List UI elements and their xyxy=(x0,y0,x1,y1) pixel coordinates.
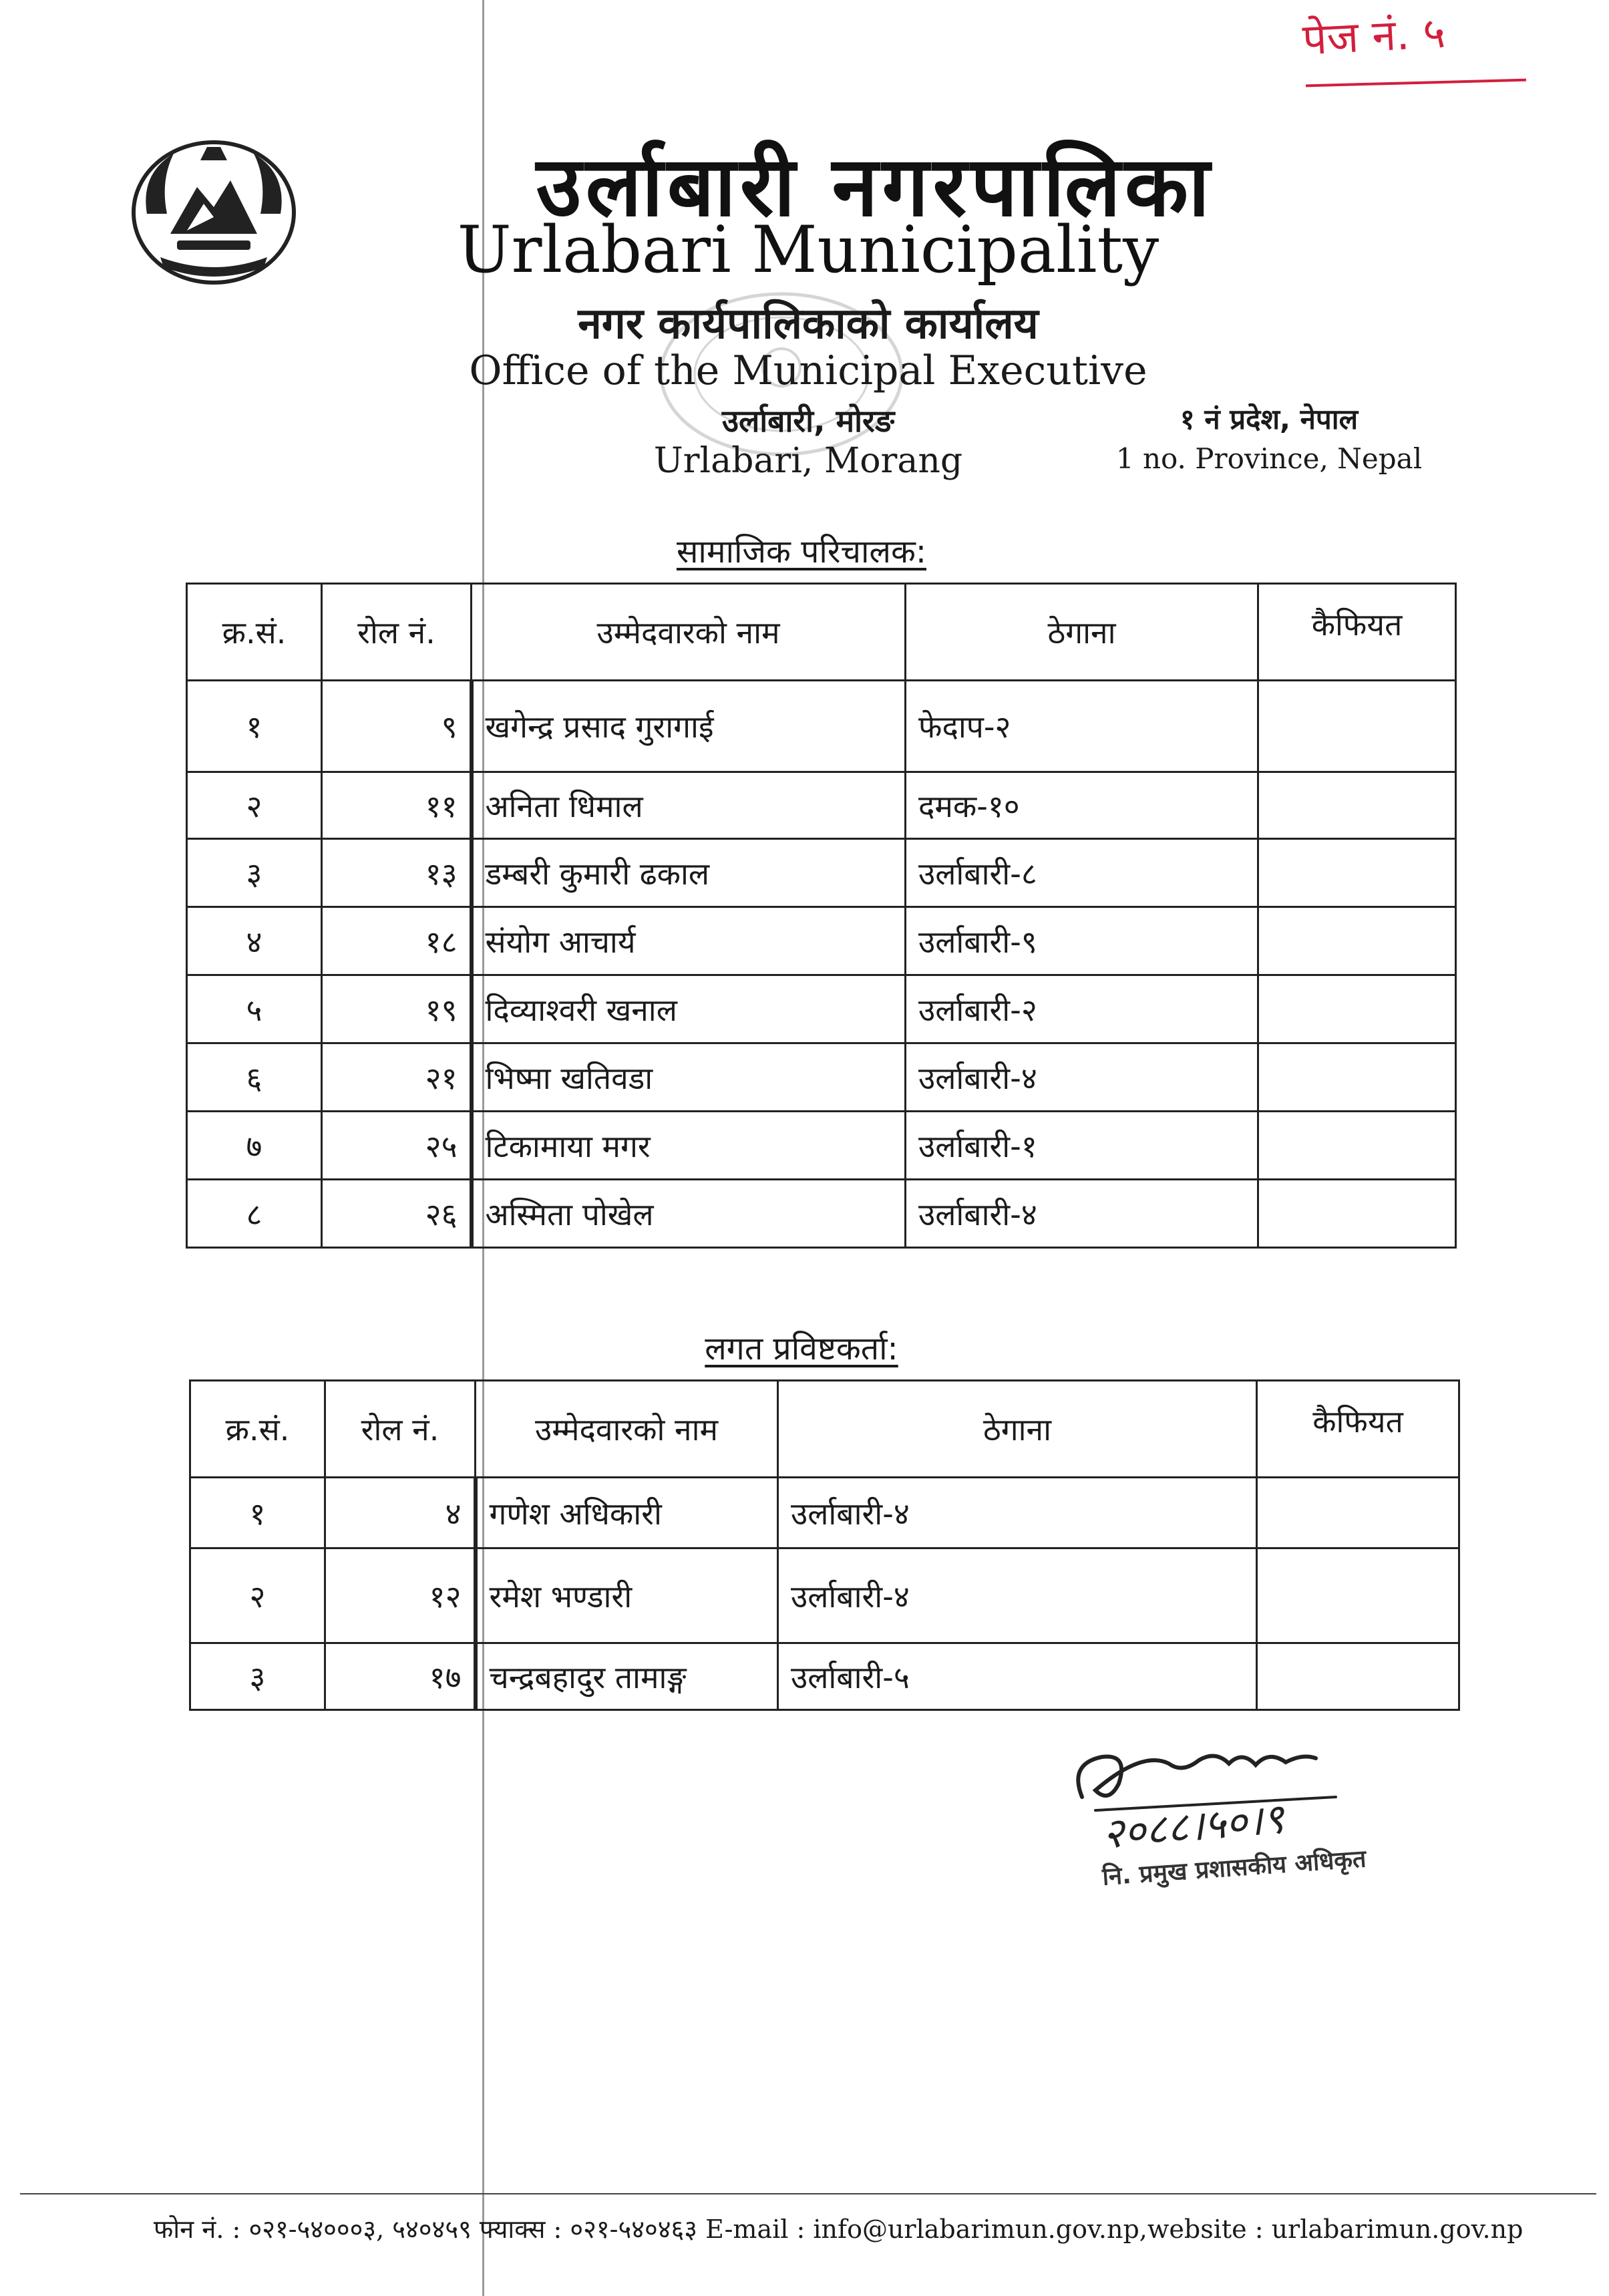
table-header-row xyxy=(187,584,1456,681)
cell-address: फेदाप-२ xyxy=(906,681,1258,772)
cell-remarks xyxy=(1257,1478,1459,1548)
cell-sn: २ xyxy=(187,772,322,839)
municipality-name-english: Urlabari Municipality xyxy=(457,212,1159,287)
page-number-underline xyxy=(1306,79,1526,88)
cell-roll: २१ xyxy=(322,1043,472,1112)
cell-remarks xyxy=(1258,839,1456,907)
cell-name: अस्मिता पोखेल xyxy=(472,1180,906,1248)
cell-name: टिकामाया मगर xyxy=(472,1112,906,1180)
cell-name: संयोग आचार्य xyxy=(472,907,906,975)
cell-name: दिव्याश्वरी खनाल xyxy=(472,975,906,1043)
cell-sn: ४ xyxy=(187,907,322,975)
cell-roll: १३ xyxy=(322,839,472,907)
cell-address: दमक-१० xyxy=(906,772,1258,839)
cell-remarks xyxy=(1258,1112,1456,1180)
cell-sn: ३ xyxy=(187,839,322,907)
header-roll: रोल नं. xyxy=(322,584,472,681)
cell-roll: १८ xyxy=(322,907,472,975)
cell-sn: ६ xyxy=(187,1043,322,1112)
cell-roll: ११ xyxy=(322,772,472,839)
signature-date: २०८८।५०।९ xyxy=(1100,1794,1286,1858)
cell-roll: २५ xyxy=(322,1112,472,1180)
cell-name: खगेन्द्र प्रसाद गुरागाई xyxy=(472,681,906,772)
cell-address: उर्लाबारी-९ xyxy=(906,907,1258,975)
cell-address: उर्लाबारी-२ xyxy=(906,975,1258,1043)
social-mobilizer-table xyxy=(186,583,1457,1249)
page-number-note: पेज नं. ५ xyxy=(1301,8,1447,65)
header-sn: क्र.सं. xyxy=(190,1381,325,1478)
cell-address: उर्लाबारी-४ xyxy=(778,1478,1257,1548)
cell-sn: १ xyxy=(190,1478,325,1548)
cell-name: भिष्मा खतिवडा xyxy=(472,1043,906,1112)
cell-remarks xyxy=(1258,975,1456,1043)
footer-divider xyxy=(20,2193,1596,2194)
cell-remarks xyxy=(1258,907,1456,975)
cell-roll: ९ xyxy=(322,681,472,772)
section-title-social-mobilizer: सामाजिक परिचालक: xyxy=(676,533,926,570)
table-row xyxy=(187,772,1456,839)
nepal-emblem-icon xyxy=(120,134,307,287)
table-row xyxy=(190,1643,1459,1710)
table-row xyxy=(187,1043,1456,1112)
cell-name: डम्बरी कुमारी ढकाल xyxy=(472,839,906,907)
footer-contact: फोन नं. : ०२१-५४०००३, ५४०४५९ फ्याक्स : ०२१-५४०४६३ E-mail : info@urlabarimun.gov.np,website : urlabarimun.gov.np xyxy=(154,2215,1524,2244)
cell-name: रमेश भण्डारी xyxy=(476,1548,778,1643)
cell-remarks xyxy=(1258,1043,1456,1112)
cell-remarks xyxy=(1257,1548,1459,1643)
header-address: ठेगाना xyxy=(778,1381,1257,1478)
table-header-row xyxy=(190,1381,1459,1478)
cell-address: उर्लाबारी-१ xyxy=(906,1112,1258,1180)
cell-name: अनिता धिमाल xyxy=(472,772,906,839)
table-row xyxy=(190,1548,1459,1643)
cell-remarks xyxy=(1258,1180,1456,1248)
cell-sn: ७ xyxy=(187,1112,322,1180)
cell-sn: ३ xyxy=(190,1643,325,1710)
table-row xyxy=(187,839,1456,907)
table-row xyxy=(187,681,1456,772)
header-name: उम्मेदवारको नाम xyxy=(476,1381,778,1478)
cell-sn: २ xyxy=(190,1548,325,1643)
office-name-nepali: नगर कार्यपालिकाको कार्यालय xyxy=(578,299,1039,349)
cell-remarks xyxy=(1258,681,1456,772)
header-sn: क्र.सं. xyxy=(187,584,322,681)
cell-roll: २६ xyxy=(322,1180,472,1248)
header-remarks: कैफियत xyxy=(1258,584,1456,681)
cell-name: गणेश अधिकारी xyxy=(476,1478,778,1548)
address-english: Urlabari, Morang xyxy=(653,441,963,481)
header-name: उम्मेदवारको नाम xyxy=(472,584,906,681)
municipality-name-nepali: उर्लाबारी नगरपालिका xyxy=(536,139,1214,235)
cell-sn: ५ xyxy=(187,975,322,1043)
province-english: 1 no. Province, Nepal xyxy=(1115,442,1423,475)
cell-address: उर्लाबारी-४ xyxy=(778,1548,1257,1643)
cell-address: उर्लाबारी-४ xyxy=(906,1043,1258,1112)
cell-sn: ८ xyxy=(187,1180,322,1248)
cell-roll: १७ xyxy=(325,1643,476,1710)
table-row xyxy=(187,907,1456,975)
cell-roll: १२ xyxy=(325,1548,476,1643)
address-nepali: उर्लाबारी, मोरङ xyxy=(721,403,895,439)
signatory-title: नि. प्रमुख प्रशासकीय अधिकृत xyxy=(1101,1845,1367,1891)
cell-address: उर्लाबारी-५ xyxy=(778,1643,1257,1710)
cell-remarks xyxy=(1258,772,1456,839)
table-row xyxy=(190,1478,1459,1548)
section-title-data-entry: लगत प्रविष्टकर्ता: xyxy=(705,1330,898,1367)
cell-address: उर्लाबारी-८ xyxy=(906,839,1258,907)
cell-roll: १९ xyxy=(322,975,472,1043)
cell-name: चन्द्रबहादुर तामाङ्ग xyxy=(476,1643,778,1710)
cell-remarks xyxy=(1257,1643,1459,1710)
cell-sn: १ xyxy=(187,681,322,772)
data-entry-table xyxy=(189,1379,1460,1711)
header-address: ठेगाना xyxy=(906,584,1258,681)
province-nepali: १ नं प्रदेश, नेपाल xyxy=(1180,403,1359,436)
header-roll: रोल नं. xyxy=(325,1381,476,1478)
table-row xyxy=(187,1180,1456,1248)
table-row xyxy=(187,1112,1456,1180)
table-row xyxy=(187,975,1456,1043)
cell-address: उर्लाबारी-४ xyxy=(906,1180,1258,1248)
header-remarks: कैफियत xyxy=(1257,1381,1459,1478)
cell-roll: ४ xyxy=(325,1478,476,1548)
office-name-english: Office of the Municipal Executive xyxy=(469,347,1147,394)
